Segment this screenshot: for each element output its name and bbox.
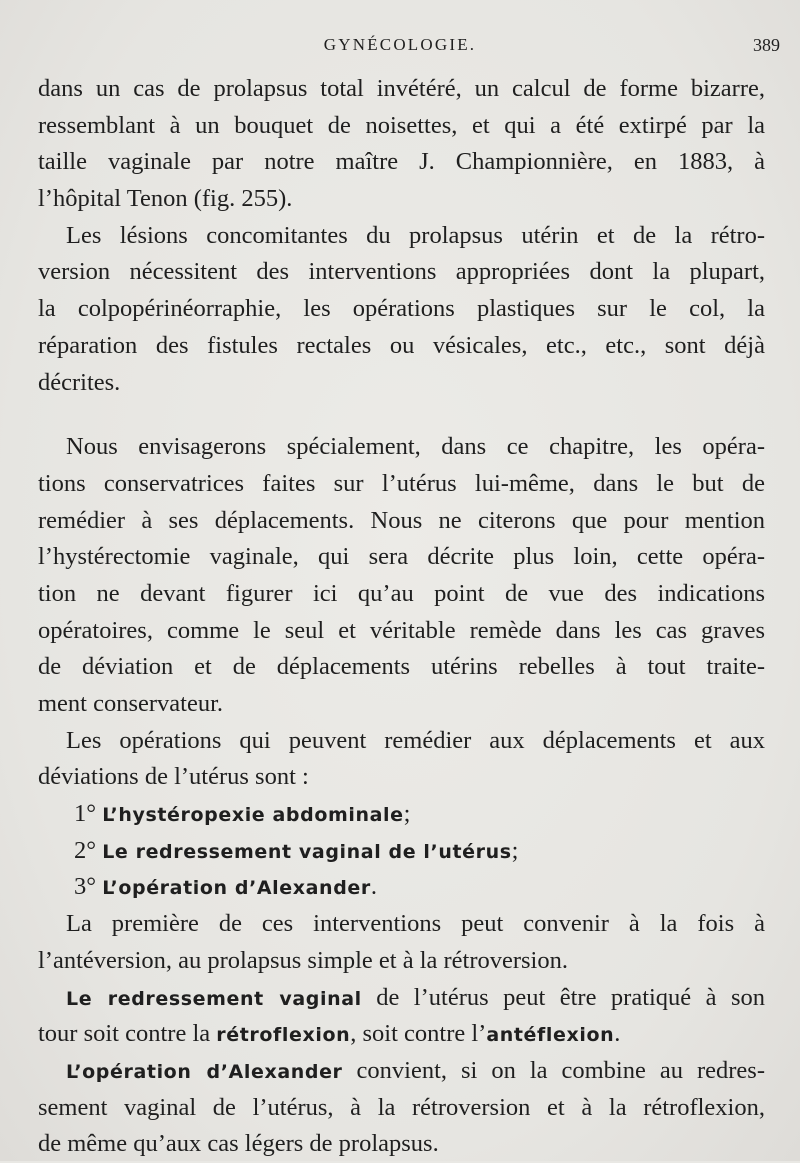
bold-term: rétroflexion [216, 1024, 351, 1047]
list-number: 1° [74, 800, 97, 828]
text-line: réparation des fistules rectales ou vésicales, etc., etc., sont déjà [38, 331, 765, 359]
list-punct: ; [511, 836, 519, 864]
running-title: GYNÉCOLOGIE. [323, 35, 477, 54]
bold-term: L’opération d’Alexander [66, 1060, 343, 1083]
list-number: 3° [74, 873, 97, 901]
page-body [38, 71, 765, 1163]
paragraph-7 [38, 1053, 765, 1163]
list-item [38, 833, 765, 870]
text-line: taille vaginale par notre maître J. Championnière, en 1883, à [38, 148, 765, 176]
text-line: dans un cas de prolapsus total invétéré, un calcul de forme bizarre, [38, 75, 765, 102]
text-run: de l’utérus peut être pratiqué à son [361, 983, 765, 1011]
paragraph-5 [38, 906, 765, 979]
text-line: tion ne devant figurer ici qu’au point de vue des indications [38, 579, 765, 607]
paragraph-gap [38, 401, 765, 429]
text-line [38, 980, 765, 1017]
text-line: opératoires, comme le seul et véritable remède dans les cas graves [38, 616, 765, 644]
text-run: tour soit contre la [38, 1020, 217, 1048]
text-run: convient, si on la combine au redres- [342, 1056, 765, 1084]
list-item [38, 796, 765, 833]
text-line: l’hystérectomie vaginale, qui sera décrite plus loin, cette opéra- [38, 543, 765, 571]
paragraph-1 [38, 71, 765, 218]
list-text: L’hystéropexie abdominale [102, 804, 404, 827]
text-line: de même qu’aux cas légers de prolapsus. [38, 1130, 439, 1158]
text-line: ressemblant à un bouquet de noisettes, et qui a été extirpé par la [38, 111, 765, 139]
list-punct: . [370, 873, 377, 901]
text-line: ment conservateur. [38, 690, 224, 717]
paragraph-3 [38, 429, 765, 723]
bold-term: Le redressement vaginal [66, 987, 362, 1010]
list-text: L’opération d’Alexander [102, 877, 371, 900]
list-number: 2° [74, 836, 97, 864]
operations-list [38, 796, 765, 906]
text-line: l’antéversion, au prolapsus simple et à la rétroversion. [38, 946, 568, 974]
list-item [38, 869, 765, 906]
text-line: l’hôpital Tenon (fig. 255). [38, 185, 293, 213]
text-line: Nous envisagerons spécialement, dans ce chapitre, les opéra- [66, 433, 765, 461]
text-line: version nécessitent des interventions appropriées dont la plupart, [38, 258, 765, 286]
text-line [38, 1053, 765, 1090]
running-head [0, 33, 800, 57]
text-line: Les lésions concomitantes du prolapsus utérin et de la rétro- [66, 221, 765, 249]
text-line: déviations de l’utérus sont : [38, 763, 309, 791]
text-run: . [614, 1020, 621, 1048]
text-line: La première de ces interventions peut convenir à la fois à [66, 910, 765, 938]
text-line: la colpopérinéorraphie, les opérations plastiques sur le col, la [38, 295, 765, 323]
list-punct: ; [403, 800, 411, 828]
paragraph-6 [38, 980, 765, 1053]
text-line: remédier à ses déplacements. Nous ne citerons que pour mention [38, 506, 765, 534]
text-line: sement vaginal de l’utérus, à la rétroversion et à la rétroflexion, [38, 1093, 765, 1121]
text-line: décrites. [38, 368, 121, 396]
paragraph-2 [38, 218, 765, 401]
text-line: de déviation et de déplacements utérins rebelles à tout traite- [38, 653, 765, 681]
page-number: 389 [753, 35, 780, 55]
text-line: Les opérations qui peuvent remédier aux déplacements et aux [66, 726, 765, 754]
bold-term: antéflexion [486, 1024, 615, 1047]
text-line: tions conservatrices faites sur l’utérus lui-même, dans le but de [38, 469, 765, 497]
list-text: Le redressement vaginal de l’utérus [102, 840, 512, 863]
text-line [38, 1016, 765, 1053]
text-run: , soit contre l’ [350, 1020, 487, 1048]
paragraph-4 [38, 723, 765, 796]
